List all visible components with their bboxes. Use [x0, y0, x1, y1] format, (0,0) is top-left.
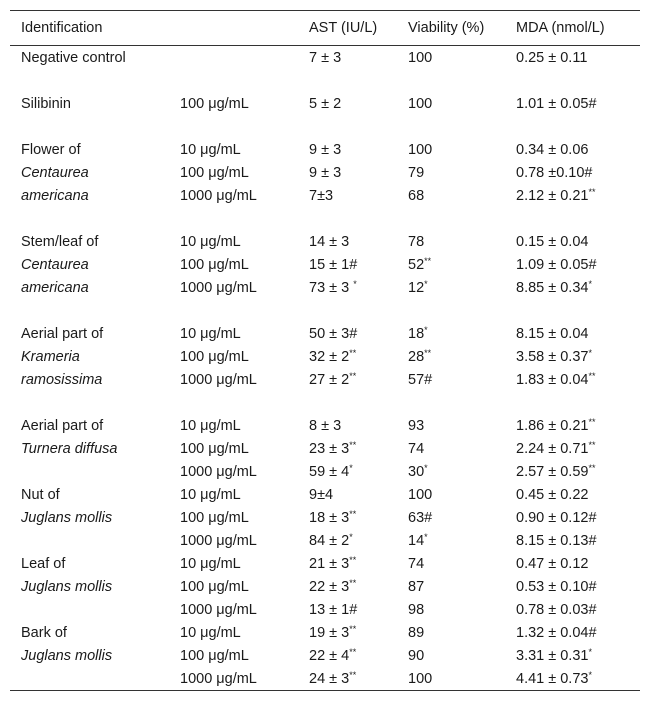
- cell-ast: [298, 529, 397, 552]
- cell-identification: [10, 575, 169, 598]
- cell-concentration: [169, 483, 298, 506]
- cell-concentration-text: 100 μg/mL: [180, 256, 249, 273]
- table-row: [10, 345, 640, 368]
- cell-ast-text: 21 ± 3: [309, 555, 350, 572]
- cell-mda-text: 3.31 ± 0.31: [516, 647, 589, 664]
- cell-mda-text: 2.12 ± 0.21: [516, 187, 589, 204]
- significance-marker: *: [353, 278, 357, 289]
- cell-mda-text: 0.15 ± 0.04: [516, 233, 589, 250]
- cell-concentration-text: 1000 μg/mL: [180, 463, 257, 480]
- table-row: [10, 437, 640, 460]
- spacer-row: [10, 69, 640, 92]
- cell-ast: [298, 552, 397, 575]
- significance-marker: **: [349, 623, 357, 634]
- significance-marker: *: [424, 462, 428, 473]
- cell-mda-text: 0.90 ± 0.12#: [516, 509, 597, 526]
- cell-mda: [505, 437, 640, 460]
- cell-mda-text: 2.57 ± 0.59: [516, 463, 589, 480]
- cell-ast-text: 15 ± 1#: [309, 256, 358, 273]
- cell-ast-text: 7±3: [309, 187, 334, 204]
- cell-mda: [505, 161, 640, 184]
- significance-marker: **: [588, 439, 596, 450]
- cell-viability-text: 93: [408, 417, 425, 434]
- cell-concentration: [169, 46, 298, 70]
- cell-identification: [10, 437, 169, 460]
- cell-viability: [397, 322, 505, 345]
- cell-mda: [505, 253, 640, 276]
- cell-concentration-text: 1000 μg/mL: [180, 532, 257, 549]
- cell-mda: [505, 414, 640, 437]
- cell-mda: [505, 552, 640, 575]
- cell-ast: [298, 138, 397, 161]
- cell-identification: [10, 621, 169, 644]
- table-row: [10, 322, 640, 345]
- cell-identification: [10, 230, 169, 253]
- cell-identification-text: Centaurea: [21, 256, 89, 273]
- cell-viability: [397, 138, 505, 161]
- table-row: [10, 644, 640, 667]
- cell-identification-text: Juglans mollis: [21, 578, 113, 595]
- cell-mda-text: 1.86 ± 0.21: [516, 417, 589, 434]
- cell-concentration: [169, 368, 298, 391]
- cell-identification: [10, 644, 169, 667]
- cell-viability-text: 98: [408, 601, 425, 618]
- cell-viability: [397, 368, 505, 391]
- cell-viability: [397, 667, 505, 691]
- cell-mda-text: 1.83 ± 0.04: [516, 371, 589, 388]
- cell-identification: [10, 529, 169, 552]
- table-row: [10, 575, 640, 598]
- cell-viability-text: 100: [408, 95, 433, 112]
- results-table: [10, 10, 640, 691]
- cell-ast-text: 50 ± 3#: [309, 325, 358, 342]
- cell-mda: [505, 460, 640, 483]
- cell-concentration-text: 10 μg/mL: [180, 624, 241, 641]
- cell-concentration-text: 100 μg/mL: [180, 578, 249, 595]
- cell-viability: [397, 598, 505, 621]
- significance-marker: **: [588, 416, 596, 427]
- cell-mda-text: 1.32 ± 0.04#: [516, 624, 597, 641]
- spacer-cell: [10, 115, 640, 138]
- cell-viability-text: 68: [408, 187, 425, 204]
- cell-identification-text: ramosissima: [21, 371, 103, 388]
- cell-identification: [10, 322, 169, 345]
- cell-viability-text: 30: [408, 463, 425, 480]
- cell-identification: [10, 460, 169, 483]
- cell-identification: [10, 598, 169, 621]
- significance-marker: *: [588, 646, 592, 657]
- cell-concentration-text: 1000 μg/mL: [180, 187, 257, 204]
- cell-ast-text: 59 ± 4: [309, 463, 350, 480]
- cell-mda: [505, 667, 640, 691]
- table-row: [10, 276, 640, 299]
- spacer-row: [10, 299, 640, 322]
- cell-identification: [10, 253, 169, 276]
- cell-concentration-text: 1000 μg/mL: [180, 371, 257, 388]
- cell-concentration-text: 10 μg/mL: [180, 555, 241, 572]
- cell-viability: [397, 529, 505, 552]
- cell-ast-text: 14 ± 3: [309, 233, 350, 250]
- significance-marker: **: [588, 370, 596, 381]
- cell-viability: [397, 46, 505, 70]
- cell-ast-text: 5 ± 2: [309, 95, 342, 112]
- cell-viability: [397, 483, 505, 506]
- significance-marker: *: [588, 669, 592, 680]
- cell-mda: [505, 575, 640, 598]
- cell-mda: [505, 138, 640, 161]
- cell-identification: [10, 184, 169, 207]
- cell-concentration-text: 1000 μg/mL: [180, 279, 257, 296]
- cell-viability: [397, 575, 505, 598]
- cell-viability-text: 18: [408, 325, 425, 342]
- cell-ast: [298, 161, 397, 184]
- cell-mda-text: 0.47 ± 0.12: [516, 555, 589, 572]
- cell-mda-text: 0.45 ± 0.22: [516, 486, 589, 503]
- cell-ast: [298, 253, 397, 276]
- cell-concentration: [169, 184, 298, 207]
- header-viability: Viability (%): [408, 20, 485, 36]
- cell-viability-text: 57#: [408, 371, 433, 388]
- cell-concentration-text: 10 μg/mL: [180, 486, 241, 503]
- cell-viability-text: 12: [408, 279, 425, 296]
- cell-mda-text: 0.78 ± 0.03#: [516, 601, 597, 618]
- cell-ast-text: 22 ± 4: [309, 647, 350, 664]
- cell-concentration: [169, 598, 298, 621]
- table-row: [10, 621, 640, 644]
- cell-ast-text: 9 ± 3: [309, 164, 342, 181]
- cell-concentration: [169, 92, 298, 115]
- cell-concentration-text: 100 μg/mL: [180, 440, 249, 457]
- cell-concentration: [169, 506, 298, 529]
- cell-ast-text: 13 ± 1#: [309, 601, 358, 618]
- cell-identification-text: Flower of: [21, 141, 81, 158]
- header-concentration: [169, 11, 298, 46]
- cell-identification-text: Nut of: [21, 486, 60, 503]
- table-row: [10, 92, 640, 115]
- cell-mda: [505, 368, 640, 391]
- cell-ast: [298, 437, 397, 460]
- table-body: [10, 46, 640, 691]
- cell-ast-text: 22 ± 3: [309, 578, 350, 595]
- cell-identification: [10, 368, 169, 391]
- cell-mda-text: 0.53 ± 0.10#: [516, 578, 597, 595]
- cell-identification: [10, 276, 169, 299]
- cell-concentration-text: 10 μg/mL: [180, 325, 241, 342]
- cell-mda: [505, 46, 640, 70]
- cell-ast: [298, 276, 397, 299]
- cell-identification-text: Leaf of: [21, 555, 66, 572]
- cell-concentration: [169, 460, 298, 483]
- table-row: [10, 230, 640, 253]
- cell-ast: [298, 644, 397, 667]
- cell-concentration-text: 100 μg/mL: [180, 164, 249, 181]
- cell-viability: [397, 276, 505, 299]
- cell-identification-text: Centaurea: [21, 164, 89, 181]
- cell-concentration-text: 1000 μg/mL: [180, 601, 257, 618]
- significance-marker: *: [588, 347, 592, 358]
- cell-concentration: [169, 345, 298, 368]
- cell-viability-text: 89: [408, 624, 425, 641]
- cell-identification-text: Stem/leaf of: [21, 233, 99, 250]
- cell-ast-text: 27 ± 2: [309, 371, 350, 388]
- header-ast: AST (IU/L): [309, 20, 378, 36]
- cell-identification-text: americana: [21, 187, 89, 204]
- significance-marker: **: [588, 186, 596, 197]
- significance-marker: *: [424, 278, 428, 289]
- cell-viability: [397, 414, 505, 437]
- cell-viability: [397, 161, 505, 184]
- cell-identification: [10, 414, 169, 437]
- cell-ast: [298, 184, 397, 207]
- cell-ast-text: 7 ± 3: [309, 49, 342, 66]
- cell-concentration-text: 10 μg/mL: [180, 417, 241, 434]
- cell-mda: [505, 483, 640, 506]
- significance-marker: **: [588, 462, 596, 473]
- cell-identification-text: Juglans mollis: [21, 647, 113, 664]
- significance-marker: *: [349, 531, 353, 542]
- cell-mda: [505, 322, 640, 345]
- cell-viability-text: 100: [408, 486, 433, 503]
- cell-concentration-text: 100 μg/mL: [180, 509, 249, 526]
- cell-viability-text: 63#: [408, 509, 433, 526]
- cell-ast: [298, 460, 397, 483]
- spacer-row: [10, 391, 640, 414]
- cell-concentration: [169, 276, 298, 299]
- cell-viability: [397, 621, 505, 644]
- cell-concentration: [169, 230, 298, 253]
- significance-marker: *: [588, 278, 592, 289]
- table-row: [10, 253, 640, 276]
- cell-viability: [397, 230, 505, 253]
- significance-marker: **: [349, 554, 357, 565]
- cell-identification-text: Negative control: [21, 49, 126, 66]
- cell-identification-text: Aerial part of: [21, 325, 104, 342]
- cell-concentration: [169, 529, 298, 552]
- cell-mda-text: 8.85 ± 0.34: [516, 279, 589, 296]
- cell-viability-text: 90: [408, 647, 425, 664]
- spacer-cell: [10, 69, 640, 92]
- cell-ast-text: 19 ± 3: [309, 624, 350, 641]
- cell-mda-text: 1.01 ± 0.05#: [516, 95, 597, 112]
- cell-mda-text: 1.09 ± 0.05#: [516, 256, 597, 273]
- cell-viability: [397, 92, 505, 115]
- spacer-cell: [10, 391, 640, 414]
- cell-viability: [397, 437, 505, 460]
- cell-identification-text: americana: [21, 279, 89, 296]
- cell-identification: [10, 138, 169, 161]
- cell-mda-text: 0.34 ± 0.06: [516, 141, 589, 158]
- cell-viability: [397, 253, 505, 276]
- significance-marker: **: [349, 347, 357, 358]
- cell-concentration-text: 10 μg/mL: [180, 233, 241, 250]
- cell-mda: [505, 506, 640, 529]
- cell-identification: [10, 161, 169, 184]
- cell-ast: [298, 667, 397, 691]
- cell-ast: [298, 368, 397, 391]
- cell-concentration: [169, 322, 298, 345]
- cell-concentration-text: 100 μg/mL: [180, 348, 249, 365]
- cell-ast-text: 32 ± 2: [309, 348, 350, 365]
- cell-concentration: [169, 437, 298, 460]
- cell-concentration: [169, 667, 298, 691]
- cell-viability-text: 52: [408, 256, 425, 273]
- cell-mda: [505, 644, 640, 667]
- cell-ast-text: 84 ± 2: [309, 532, 350, 549]
- cell-viability-text: 87: [408, 578, 425, 595]
- cell-identification-text: Juglans mollis: [21, 509, 113, 526]
- cell-mda-text: 2.24 ± 0.71: [516, 440, 589, 457]
- cell-concentration: [169, 138, 298, 161]
- cell-mda-text: 3.58 ± 0.37: [516, 348, 589, 365]
- significance-marker: *: [349, 462, 353, 473]
- cell-concentration: [169, 253, 298, 276]
- cell-mda: [505, 345, 640, 368]
- cell-identification: [10, 46, 169, 70]
- cell-concentration-text: 1000 μg/mL: [180, 670, 257, 687]
- cell-ast: [298, 483, 397, 506]
- cell-mda: [505, 276, 640, 299]
- cell-ast-text: 23 ± 3: [309, 440, 350, 457]
- cell-mda: [505, 621, 640, 644]
- cell-ast: [298, 506, 397, 529]
- header-mda: MDA (nmol/L): [516, 20, 605, 36]
- cell-viability-text: 100: [408, 670, 433, 687]
- table-row: [10, 552, 640, 575]
- cell-ast-text: 9±4: [309, 486, 334, 503]
- cell-identification: [10, 552, 169, 575]
- cell-concentration: [169, 575, 298, 598]
- cell-mda: [505, 598, 640, 621]
- cell-viability-text: 14: [408, 532, 425, 549]
- cell-concentration: [169, 552, 298, 575]
- cell-identification-text: Silibinin: [21, 95, 71, 112]
- cell-viability: [397, 644, 505, 667]
- cell-viability-text: 100: [408, 49, 433, 66]
- significance-marker: **: [349, 370, 357, 381]
- significance-marker: **: [424, 347, 432, 358]
- cell-ast: [298, 322, 397, 345]
- cell-ast-text: 8 ± 3: [309, 417, 342, 434]
- cell-ast: [298, 230, 397, 253]
- table-row: [10, 161, 640, 184]
- cell-viability: [397, 345, 505, 368]
- significance-marker: *: [424, 324, 428, 335]
- cell-ast-text: 9 ± 3: [309, 141, 342, 158]
- cell-concentration: [169, 621, 298, 644]
- cell-concentration-text: 100 μg/mL: [180, 95, 249, 112]
- cell-ast: [298, 575, 397, 598]
- cell-identification-text: Krameria: [21, 348, 80, 365]
- table-row: [10, 483, 640, 506]
- cell-ast: [298, 345, 397, 368]
- cell-ast-text: 18 ± 3: [309, 509, 350, 526]
- cell-concentration-text: 100 μg/mL: [180, 647, 249, 664]
- cell-mda-text: 0.25 ± 0.11: [516, 49, 588, 66]
- cell-viability-text: 74: [408, 440, 425, 457]
- significance-marker: **: [424, 255, 432, 266]
- cell-viability: [397, 552, 505, 575]
- spacer-cell: [10, 207, 640, 230]
- spacer-row: [10, 207, 640, 230]
- spacer-row: [10, 115, 640, 138]
- cell-mda: [505, 92, 640, 115]
- cell-identification: [10, 506, 169, 529]
- cell-identification: [10, 345, 169, 368]
- significance-marker: **: [349, 439, 357, 450]
- significance-marker: **: [349, 669, 357, 680]
- cell-viability-text: 28: [408, 348, 425, 365]
- cell-ast-text: 73 ± 3: [309, 279, 354, 296]
- cell-identification: [10, 483, 169, 506]
- cell-mda: [505, 184, 640, 207]
- cell-ast: [298, 414, 397, 437]
- cell-ast: [298, 92, 397, 115]
- cell-concentration: [169, 161, 298, 184]
- cell-ast: [298, 621, 397, 644]
- cell-concentration: [169, 644, 298, 667]
- cell-identification-text: Bark of: [21, 624, 67, 641]
- header-identification: Identification: [21, 20, 103, 36]
- table-row: [10, 184, 640, 207]
- cell-concentration: [169, 414, 298, 437]
- cell-mda: [505, 230, 640, 253]
- significance-marker: *: [424, 531, 428, 542]
- cell-viability: [397, 460, 505, 483]
- table-row: [10, 667, 640, 691]
- table-row: [10, 138, 640, 161]
- table-row: [10, 460, 640, 483]
- cell-viability: [397, 506, 505, 529]
- cell-ast: [298, 46, 397, 70]
- cell-viability-text: 79: [408, 164, 425, 181]
- cell-mda-text: 4.41 ± 0.73: [516, 670, 589, 687]
- cell-mda-text: 0.78 ±0.10#: [516, 164, 593, 181]
- cell-identification: [10, 92, 169, 115]
- cell-mda: [505, 529, 640, 552]
- table-row: [10, 46, 640, 70]
- cell-viability-text: 100: [408, 141, 433, 158]
- cell-mda-text: 8.15 ± 0.04: [516, 325, 589, 342]
- spacer-cell: [10, 299, 640, 322]
- significance-marker: **: [349, 577, 357, 588]
- cell-mda-text: 8.15 ± 0.13#: [516, 532, 597, 549]
- significance-marker: **: [349, 646, 357, 657]
- cell-identification-text: Turnera diffusa: [21, 440, 118, 457]
- cell-identification: [10, 667, 169, 691]
- cell-ast-text: 24 ± 3: [309, 670, 350, 687]
- table-row: [10, 368, 640, 391]
- significance-marker: **: [349, 508, 357, 519]
- table-row: [10, 598, 640, 621]
- cell-viability-text: 78: [408, 233, 425, 250]
- cell-viability-text: 74: [408, 555, 425, 572]
- results-table-container: [10, 10, 640, 691]
- header-row: [10, 11, 640, 46]
- cell-concentration-text: 10 μg/mL: [180, 141, 241, 158]
- cell-viability: [397, 184, 505, 207]
- table-row: [10, 414, 640, 437]
- cell-ast: [298, 598, 397, 621]
- table-row: [10, 529, 640, 552]
- cell-identification-text: Aerial part of: [21, 417, 104, 434]
- table-row: [10, 506, 640, 529]
